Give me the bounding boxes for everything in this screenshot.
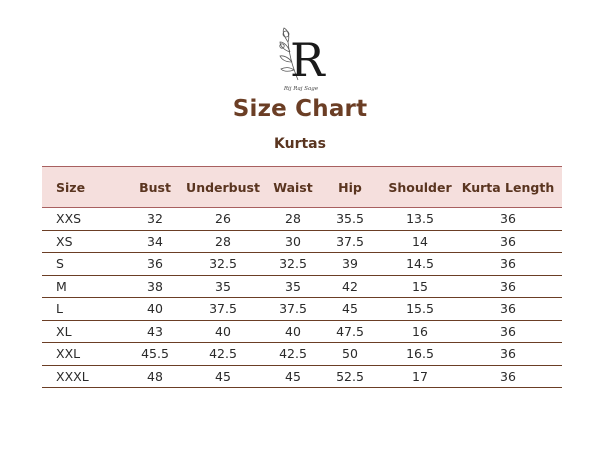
cell-underbust: 45: [215, 368, 231, 384]
table-row: [42, 298, 562, 321]
brand-logo: [268, 22, 334, 94]
cell-shoulder: 17: [412, 368, 428, 384]
cell-size: XXL: [56, 346, 81, 362]
cell-waist: 37.5: [279, 301, 307, 317]
page-title: Size Chart: [232, 96, 368, 122]
cell-kurta-length: 36: [500, 368, 516, 384]
cell-waist: 28: [285, 211, 301, 227]
cell-size: S: [56, 256, 64, 272]
cell-hip: 50: [342, 346, 358, 362]
cell-bust: 48: [147, 368, 163, 384]
cell-hip: 37.5: [336, 233, 364, 249]
cell-waist: 45: [285, 368, 301, 384]
cell-underbust: 26: [215, 211, 231, 227]
table-row: [42, 366, 562, 389]
table-row: [42, 208, 562, 231]
size-chart-table: [42, 166, 562, 388]
cell-kurta-length: 36: [500, 278, 516, 294]
header-kurta-length: Kurta Length: [461, 179, 555, 195]
cell-size: L: [56, 301, 63, 317]
header-bust: Bust: [139, 179, 171, 195]
cell-waist: 32.5: [279, 256, 307, 272]
table-row: [42, 253, 562, 276]
cell-bust: 40: [147, 301, 163, 317]
cell-underbust: 35: [215, 278, 231, 294]
cell-bust: 38: [147, 278, 163, 294]
cell-waist: 30: [285, 233, 301, 249]
cell-size: XXXL: [56, 368, 89, 384]
cell-underbust: 28: [215, 233, 231, 249]
cell-size: XL: [56, 323, 72, 339]
cell-hip: 42: [342, 278, 358, 294]
cell-size: XS: [56, 233, 73, 249]
header-size: Size: [56, 179, 86, 195]
table-row: [42, 231, 562, 254]
brand-tagline: Rij Raj Sage: [283, 86, 319, 92]
cell-underbust: 40: [215, 323, 231, 339]
cell-hip: 39: [342, 256, 358, 272]
cell-bust: 34: [147, 233, 163, 249]
page-subtitle: Kurtas: [274, 136, 326, 152]
cell-kurta-length: 36: [500, 233, 516, 249]
cell-shoulder: 15.5: [406, 301, 434, 317]
cell-waist: 40: [285, 323, 301, 339]
cell-kurta-length: 36: [500, 211, 516, 227]
cell-underbust: 42.5: [209, 346, 237, 362]
cell-bust: 36: [147, 256, 163, 272]
cell-shoulder: 15: [412, 278, 428, 294]
cell-waist: 42.5: [279, 346, 307, 362]
cell-shoulder: 14.5: [406, 256, 434, 272]
table-row: [42, 343, 562, 366]
floral-monogram-icon: [268, 22, 334, 94]
table-row: [42, 321, 562, 344]
cell-bust: 43: [147, 323, 163, 339]
cell-kurta-length: 36: [500, 256, 516, 272]
cell-kurta-length: 36: [500, 346, 516, 362]
cell-shoulder: 14: [412, 233, 428, 249]
cell-underbust: 32.5: [209, 256, 237, 272]
cell-hip: 47.5: [336, 323, 364, 339]
cell-kurta-length: 36: [500, 323, 516, 339]
cell-bust: 32: [147, 211, 163, 227]
cell-waist: 35: [285, 278, 301, 294]
cell-shoulder: 16.5: [406, 346, 434, 362]
header-waist: Waist: [273, 179, 313, 195]
cell-shoulder: 13.5: [406, 211, 434, 227]
cell-size: M: [56, 278, 67, 294]
cell-kurta-length: 36: [500, 301, 516, 317]
cell-shoulder: 16: [412, 323, 428, 339]
cell-bust: 45.5: [141, 346, 169, 362]
table-row: [42, 276, 562, 299]
cell-hip: 35.5: [336, 211, 364, 227]
header-shoulder: Shoulder: [388, 179, 452, 195]
header-underbust: Underbust: [186, 179, 260, 195]
cell-hip: 52.5: [336, 368, 364, 384]
monogram-letter: R: [290, 33, 325, 87]
cell-underbust: 37.5: [209, 301, 237, 317]
cell-hip: 45: [342, 301, 358, 317]
cell-size: XXS: [56, 211, 82, 227]
table-header-row: [42, 166, 562, 208]
header-hip: Hip: [338, 179, 362, 195]
